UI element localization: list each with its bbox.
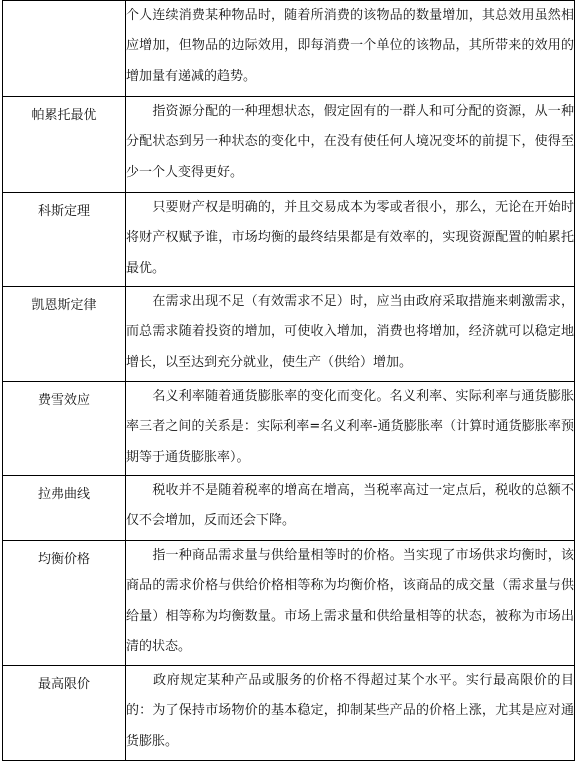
table-row bbox=[3, 97, 575, 193]
definition-cell: 指资源分配的一种理想状态，假定固有的一群人和可分配的资源，从一种分配状态到另一种状态的变化中，在没有使任何人境况变坏的前提下，使得至少一个人变得更好。 bbox=[126, 97, 575, 193]
term-cell bbox=[3, 666, 126, 761]
term-label: 均衡价格 bbox=[37, 552, 90, 567]
definition-cell: 只要财产权是明确的，并且交易成本为零或者很小，那么，无论在开始时将财产权赋予谁，市场均衡的最终结果都是有效率的，实现资源配置的帕累托最优。 bbox=[126, 193, 575, 287]
term-label: 最高限价 bbox=[37, 677, 90, 692]
economics-terms-table bbox=[2, 0, 575, 761]
term-label: 凯恩斯定律 bbox=[31, 298, 97, 313]
definition-cell: 个人连续消费某种物品时，随着所消费的该物品的数量增加，其总效用虽然相应增加，但物品的边际效用，即每消费一个单位的该物品，其所带来的效用的增加量有递减的趋势。 bbox=[126, 1, 575, 97]
term-label: 科斯定理 bbox=[37, 204, 90, 219]
term-cell bbox=[3, 287, 126, 382]
definition-cell: 名义利率随着通货膨胀率的变化而变化。名义利率、实际利率与通货膨胀率三者之间的关系是：实际利率=名义利率-通货膨胀率（计算时通货膨胀率预期等于通货膨胀率）。 bbox=[126, 382, 575, 476]
definition-cell: 政府规定某种产品或服务的价格不得超过某个水平。实行最高限价的目的：为了保持市场物价的基本稳定，抑制某些产品的价格上涨，尤其是应对通货膨胀。 bbox=[126, 666, 575, 761]
term-label: 拉弗曲线 bbox=[37, 487, 90, 502]
term-cell bbox=[3, 97, 126, 193]
table-row bbox=[3, 382, 575, 476]
table-row bbox=[3, 1, 575, 97]
definition-cell: 指一种商品需求量与供给量相等时的价格。当实现了市场供求均衡时，该商品的需求价格与供给价格相等称为均衡价格，该商品的成交量（需求量与供给量）相等称为均衡数量。市场上需求量和供给量相等的状态，被称为市场出清的状态。 bbox=[126, 541, 575, 666]
term-label: 费雪效应 bbox=[37, 393, 90, 408]
term-cell bbox=[3, 382, 126, 476]
definition-cell: 在需求出现不足（有效需求不足）时，应当由政府采取措施来刺激需求，而总需求随着投资的增加，可使收入增加，消费也将增加，经济就可以稳定地增长，以至达到充分就业，使生产（供给）增加。 bbox=[126, 287, 575, 382]
table-row bbox=[3, 193, 575, 287]
term-cell bbox=[3, 541, 126, 666]
definition-cell: 税收并不是随着税率的增高在增高，当税率高过一定点后，税收的总额不仅不会增加，反而还会下降。 bbox=[126, 476, 575, 541]
term-cell bbox=[3, 1, 126, 97]
table-row bbox=[3, 476, 575, 541]
term-label bbox=[3, 1, 125, 8]
term-cell bbox=[3, 193, 126, 287]
table-row bbox=[3, 541, 575, 666]
term-cell bbox=[3, 476, 126, 541]
term-label: 帕累托最优 bbox=[31, 108, 97, 123]
table-row bbox=[3, 666, 575, 761]
table-row bbox=[3, 287, 575, 382]
